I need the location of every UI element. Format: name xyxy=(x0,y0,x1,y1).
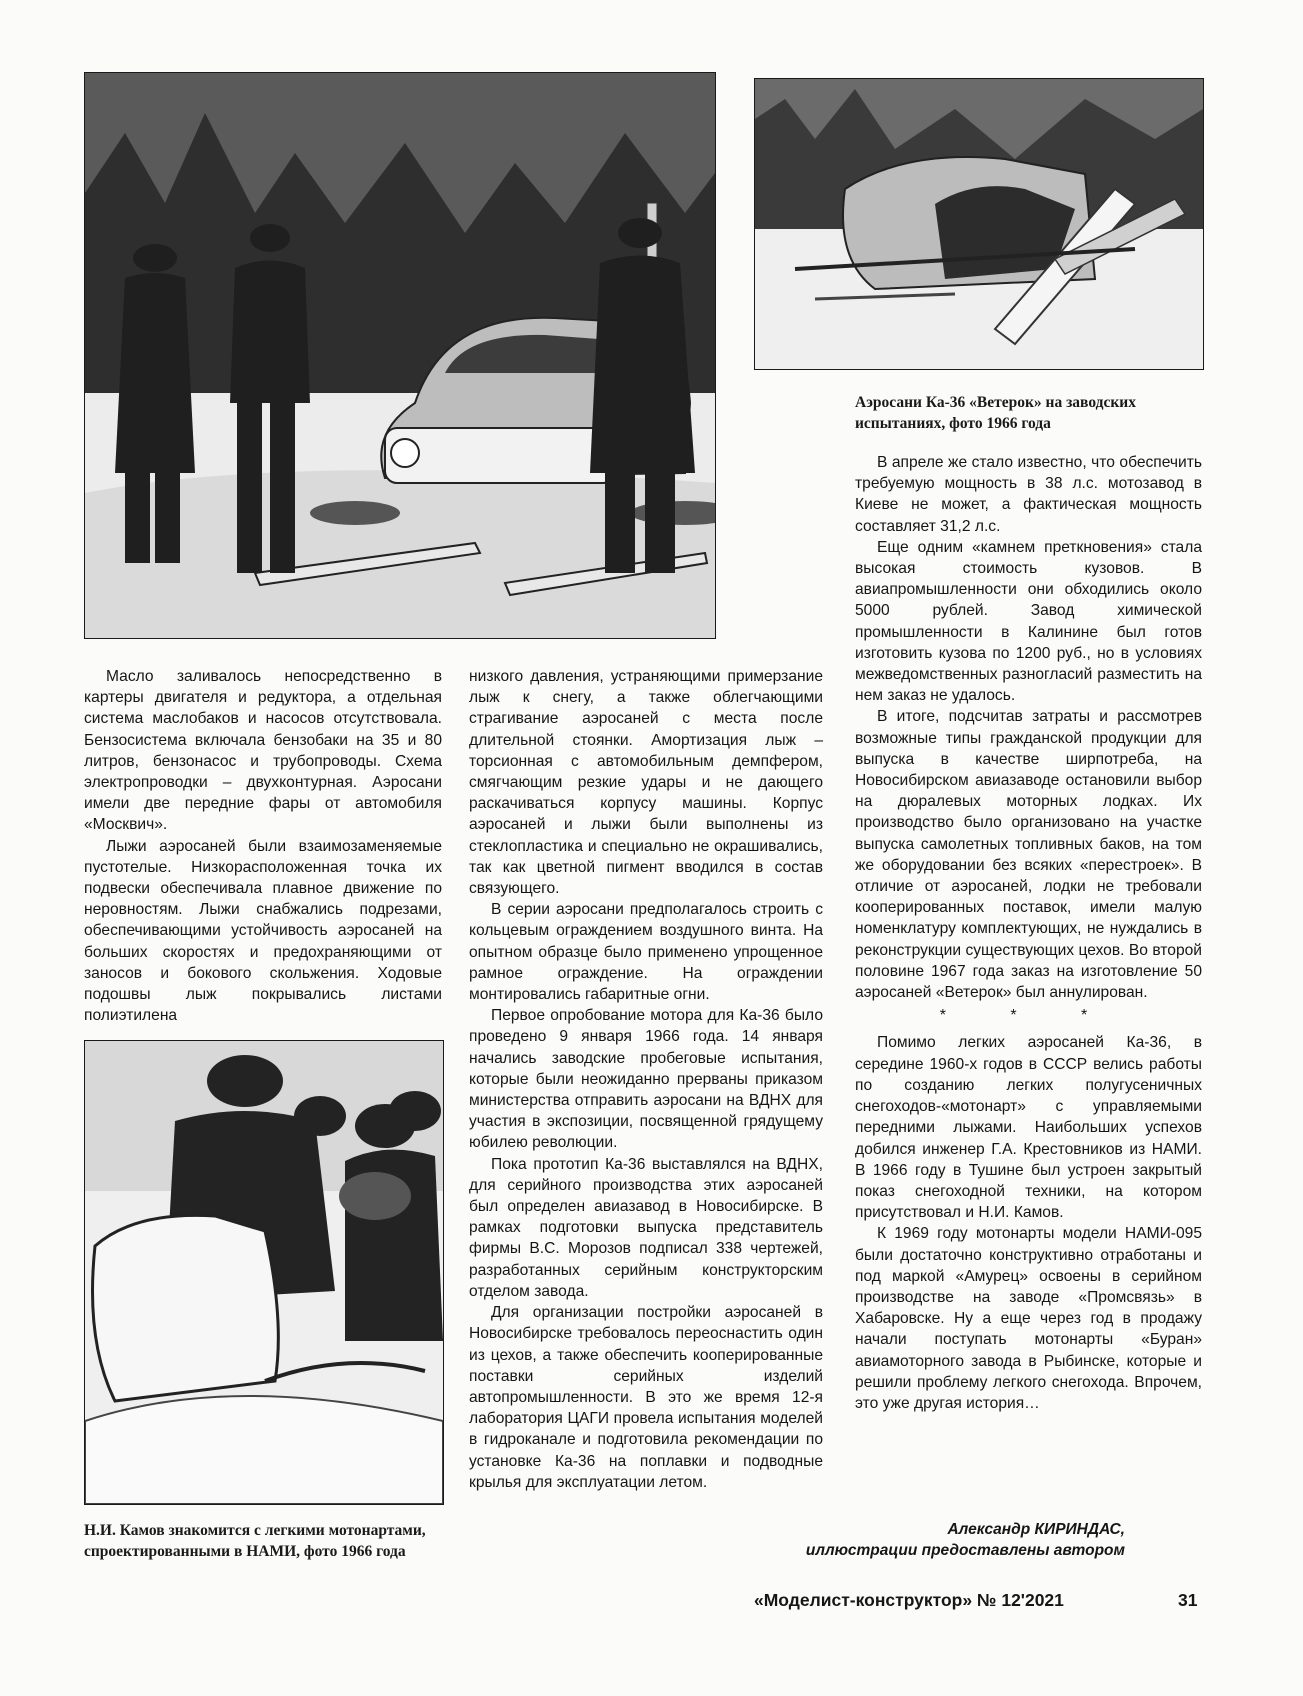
author-name: Александр КИРИНДАС, xyxy=(947,1521,1125,1538)
col1-paragraph-1: Масло заливалось непосредственно в картеры двигателя и редуктора, а отдельная система маслобаков и насосов отсутствовала. Бензосистема включала бензобаки на 35 и 80 литров, бензонасос и трубопроводы. Схема электропроводки – двухконтурная. Аэросани имели две передние фары от автомобиля «Москвич». xyxy=(84,668,442,834)
footer-magazine-title: «Моделист-конструктор» № 12'2021 xyxy=(754,1590,1064,1610)
col2-paragraph-2: Первое опробование мотора для Ка-36 было проведено 9 января 1966 года. 14 января начались заводские пробеговые испытания, которые были неожиданно прерваны приказом министерства отправить аэросани на ВДНХ для участия в экспозиции, посвященной грядущему юбилею революции. xyxy=(469,1007,823,1152)
footer-page-number: 31 xyxy=(1178,1590,1198,1610)
photo-main xyxy=(84,72,716,639)
photo-main-image xyxy=(85,73,715,638)
col1-paragraph-2: Лыжи аэросаней были взаимозаменяемые пустотелые. Низкорасположенная точка их подвески обеспечивала плавное движение по неровностям. Лыжи снабжались подрезами, обеспечивающими устойчивость аэросаней на больших скоростях и предохраняющими от заносов и бокового скольжения. Ходовые подошвы лыж покрывались листами полиэтилена xyxy=(84,837,442,1025)
photo-bottom-left-image xyxy=(85,1041,443,1504)
col3-paragraph-5: К 1969 году мотонарты модели НАМИ-095 были достаточно конструктивно отработаны и под маркой «Амурец» освоены в серийном производстве на заводе «Промсвязь» в Хабаровске. Ну а еще через год в продажу начали поступать мотонарты «Буран» авиамоторного завода в Рыбинске, которые и решили проблему легкого снегохода. Впрочем, это уже другая история… xyxy=(855,1225,1202,1412)
author-signature xyxy=(806,1519,1125,1561)
caption-bottom-left: Н.И. Камов знакомится с легкими мотонартами, спроектированными в НАМИ, фото 1966 года xyxy=(84,1522,426,1560)
caption-top-right: Аэросани Ка-36 «Ветерок» на заводских испытаниях, фото 1966 года xyxy=(855,394,1136,432)
photo-bottom-left xyxy=(84,1040,444,1505)
col3-paragraph-2: Еще одним «камнем преткновения» стала высокая стоимость кузовов. В авиапромышленности они обходились около 5000 рублей. Завод химической промышленности в Калинине был готов изготовить кузова по 1200 руб., но в условиях межведомственных разногласий разместить на нем заказ не удалось. xyxy=(855,538,1202,705)
col2-paragraph-1: В серии аэросани предполагалось строить с кольцевым ограждением воздушного винта. На опытном образце было применено упрощенное рамное ограждение. На ограждении монтировались габаритные огни. xyxy=(469,901,823,1004)
col2-paragraph-continued: низкого давления, устраняющими примерзание лыж к снегу, а также облегчающими страгивание аэросаней с места после длительной стоянки. Амортизация лыж – торсионная с автомобильным демпфером, смягчающим резкие удары и не дающего раскачиваться корпусу машины. Корпус аэросаней и лыжи были выполнены из стеклопластика и специально не окрашивались, так как цветной пигмент вводился в состав связующего. xyxy=(469,668,823,898)
column-1 xyxy=(84,666,442,1026)
col3-paragraph-4: Помимо легких аэросаней Ка-36, в середине 1960-х годов в СССР велись работы по созданию легких полугусеничных снегоходов-«мотонарт» с управляемыми передними лыжами. Наибольших успехов добился инженер Г.А. Крестовников из НАМИ. В 1966 году в Тушине был устроен закрытый показ снегоходной техники, на котором присутствовал и Н.И. Камов. xyxy=(855,1034,1202,1222)
photo-top-right-image xyxy=(755,79,1203,369)
photo-top-right xyxy=(754,78,1204,370)
col2-paragraph-3: Пока прототип Ка-36 выставлялся на ВДНХ, для серийного производства этих аэросаней был определен авиазавод в Новосибирске. В рамках подготовки выпуска представитель фирмы В.С. Морозов подписал 338 чертежей, разработанных серийным конструкторским отделом завода. xyxy=(469,1155,823,1300)
author-credit: иллюстрации предоставлены автором xyxy=(805,1542,1125,1559)
col3-paragraph-3: В итоге, подсчитав затраты и рассмотрев возможные типы гражданской продукции для выпуска в качестве ширпотреба, на Новосибирском авиазаводе остановили выбор на дюралевых моторных лодках. Их производство было организовано на участке выпуска самолетных топливных баков, на том же оборудовании без всяких «перестроек». В отличие от аэросаней, лодки не требовали кооперированных поставок, имели малую номенклатуру комплектующих, не нуждались в реконструкции существующих цехов. Во второй половине 1967 года заказ на изготовление 50 аэросаней «Ветерок» был аннулирован. xyxy=(855,708,1202,1002)
section-separator: * * * xyxy=(939,1007,1118,1025)
col3-paragraph-1: В апреле же стало известно, что обеспечить требуемую мощность в 38 л.с. мотозавод в Киеве не может, а фактическая мощность составляет 31,2 л.с. xyxy=(855,454,1202,535)
col2-paragraph-4: Для организации постройки аэросаней в Новосибирске требовалось переоснастить один из цехов, а также обеспечить кооперированные поставки серийных изделий автопромышленности. В это же время 12-я лаборатория ЦАГИ провела испытания моделей в гидроканале и подготовила рекомендации по установке Ка-36 на поплавки и подводные крылья для эксплуатации летом. xyxy=(469,1304,823,1491)
column-3 xyxy=(855,452,1202,1414)
column-2 xyxy=(469,666,823,1493)
